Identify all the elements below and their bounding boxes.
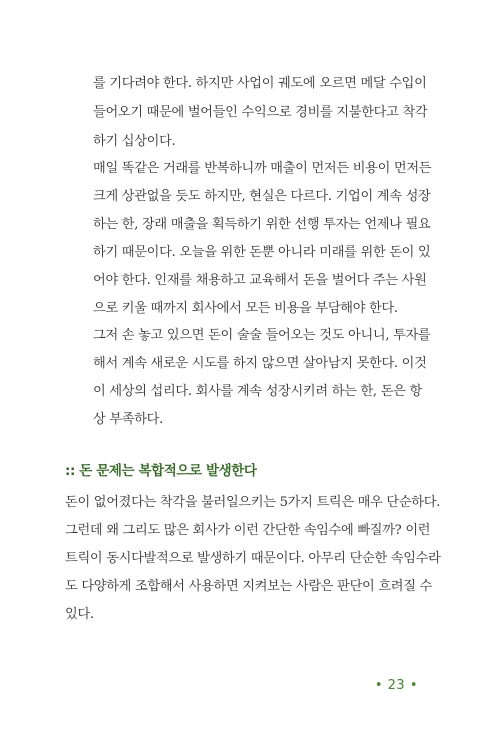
text-line: 도 다양하게 조합해서 사용하면 지켜보는 사람은 판단이 흐려질 수	[65, 579, 432, 594]
text-line: 해서 계속 새로운 시도를 하지 않으면 살아남지 못한다. 이것	[93, 356, 427, 371]
text-line: 돈이 없어졌다는 착각을 불러일으키는 5가지 트릭은 매우 단순하다.	[65, 495, 441, 510]
text-line: 그저 손 놓고 있으면 돈이 술술 들어오는 것도 아니니, 투자를	[93, 328, 431, 343]
text-line: 그런데 왜 그리도 많은 회사가 이런 간단한 속임수에 빠질까? 이런	[65, 523, 431, 538]
text-line: 매일 똑같은 거래를 반복하니까 매출이 먼저든 비용이 먼저든	[93, 161, 432, 176]
text-line: 들어오기 때문에 벌어들인 수익으로 경비를 지불한다고 착각	[93, 105, 428, 120]
text-line: 하기 십상이다.	[93, 134, 176, 149]
text-line: 를 기다려야 한다. 하지만 사업이 궤도에 오르면 메달 수입이	[93, 76, 427, 91]
text-line: 이 세상의 섭리다. 회사를 계속 성장시키려 하는 한, 돈은 항	[93, 384, 422, 399]
text-line: 있다.	[65, 607, 94, 622]
text-line: 상 부족하다.	[93, 412, 163, 427]
page-number: • 23 •	[374, 678, 418, 693]
text-line: 하기 때문이다. 오늘을 위한 돈뿐 아니라 미래를 위한 돈이 있	[93, 245, 431, 260]
section-heading: :: 돈 문제는 복합적으로 발생한다	[65, 463, 257, 479]
text-line: 으로 키울 때까지 회사에서 모든 비용을 부담해야 한다.	[93, 301, 398, 316]
text-line: 어야 한다. 인재를 채용하고 교육해서 돈을 벌어다 주는 사원	[93, 273, 427, 288]
text-line: 트릭이 동시다발적으로 발생하기 때문이다. 아무리 단순한 속임수라	[65, 551, 441, 566]
text-line: 크게 상관없을 듯도 하지만, 현실은 다르다. 기업이 계속 성장	[93, 189, 431, 204]
text-line: 하는 한, 장래 매출을 획득하기 위한 선행 투자는 언제나 필요	[93, 217, 431, 232]
